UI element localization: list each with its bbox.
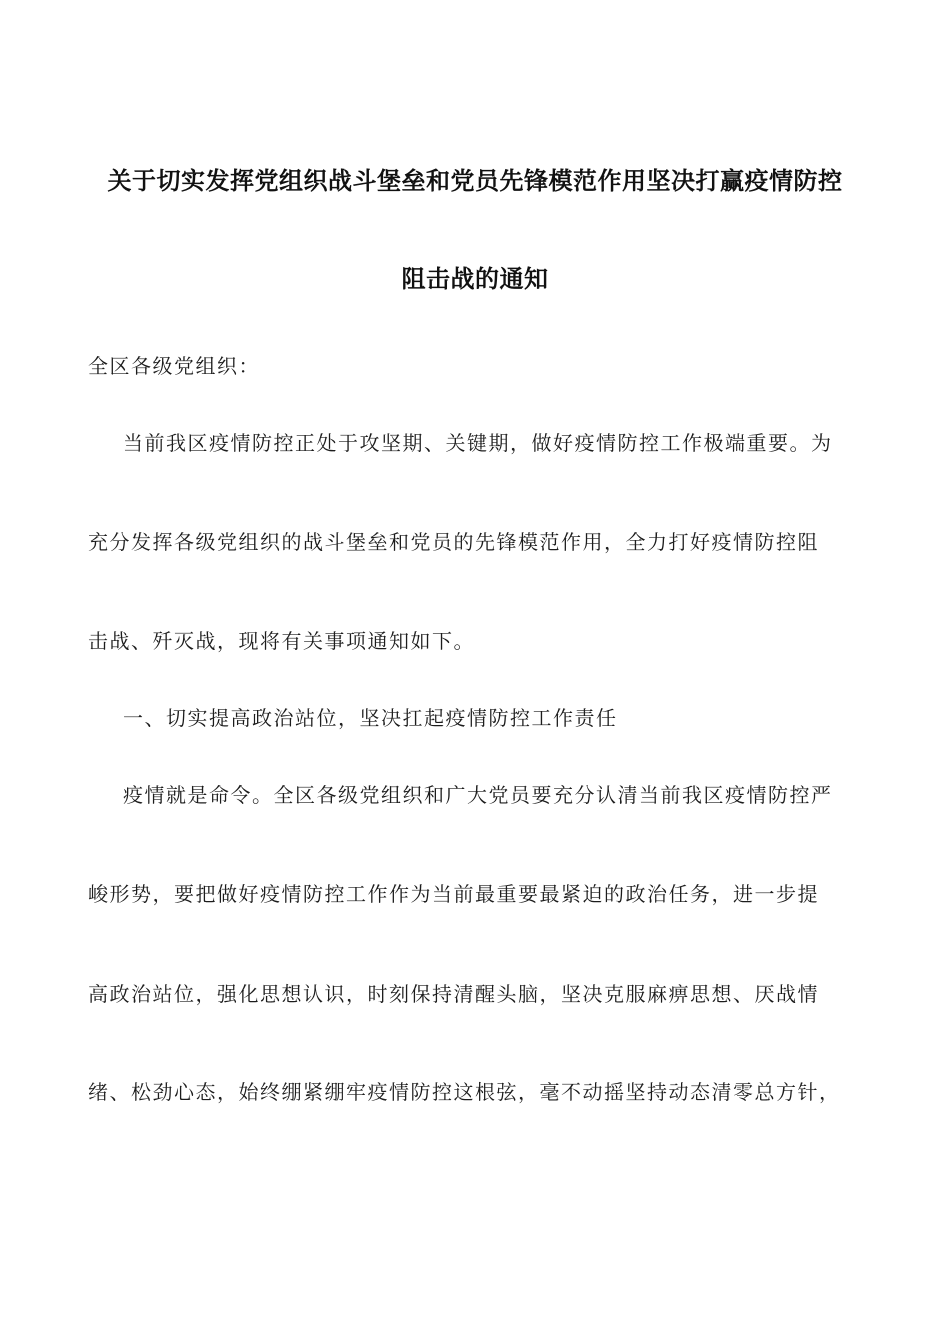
paragraph-line: 高政治站位，强化思想认识，时刻保持清醒头脑，坚决克服麻痹思想、厌战情 [88,982,819,1006]
salutation: 全区各级党组织： [88,354,260,378]
paragraph-line: 充分发挥各级党组织的战斗堡垒和党员的先锋模范作用，全力打好疫情防控阻 [88,530,819,554]
paragraph-line: 绪、松劲心态，始终绷紧绷牢疫情防控这根弦，毫不动摇坚持动态清零总方针， [88,1080,841,1104]
document-title-line-2: 阻击战的通知 [401,265,549,293]
paragraph-line: 疫情就是命令。全区各级党组织和广大党员要充分认清当前我区疫情防控严 [123,783,833,807]
section-heading: 一、切实提高政治站位，坚决扛起疫情防控工作责任 [123,706,618,730]
paragraph-line: 当前我区疫情防控正处于攻坚期、关键期，做好疫情防控工作极端重要。为 [123,431,833,455]
paragraph-line: 峻形势，要把做好疫情防控工作作为当前最重要最紧迫的政治任务，进一步提 [88,882,819,906]
document-title-line-1: 关于切实发挥党组织战斗堡垒和党员先锋模范作用坚决打赢疫情防控 [107,167,843,195]
paragraph-line: 击战、歼灭战，现将有关事项通知如下。 [88,629,475,653]
